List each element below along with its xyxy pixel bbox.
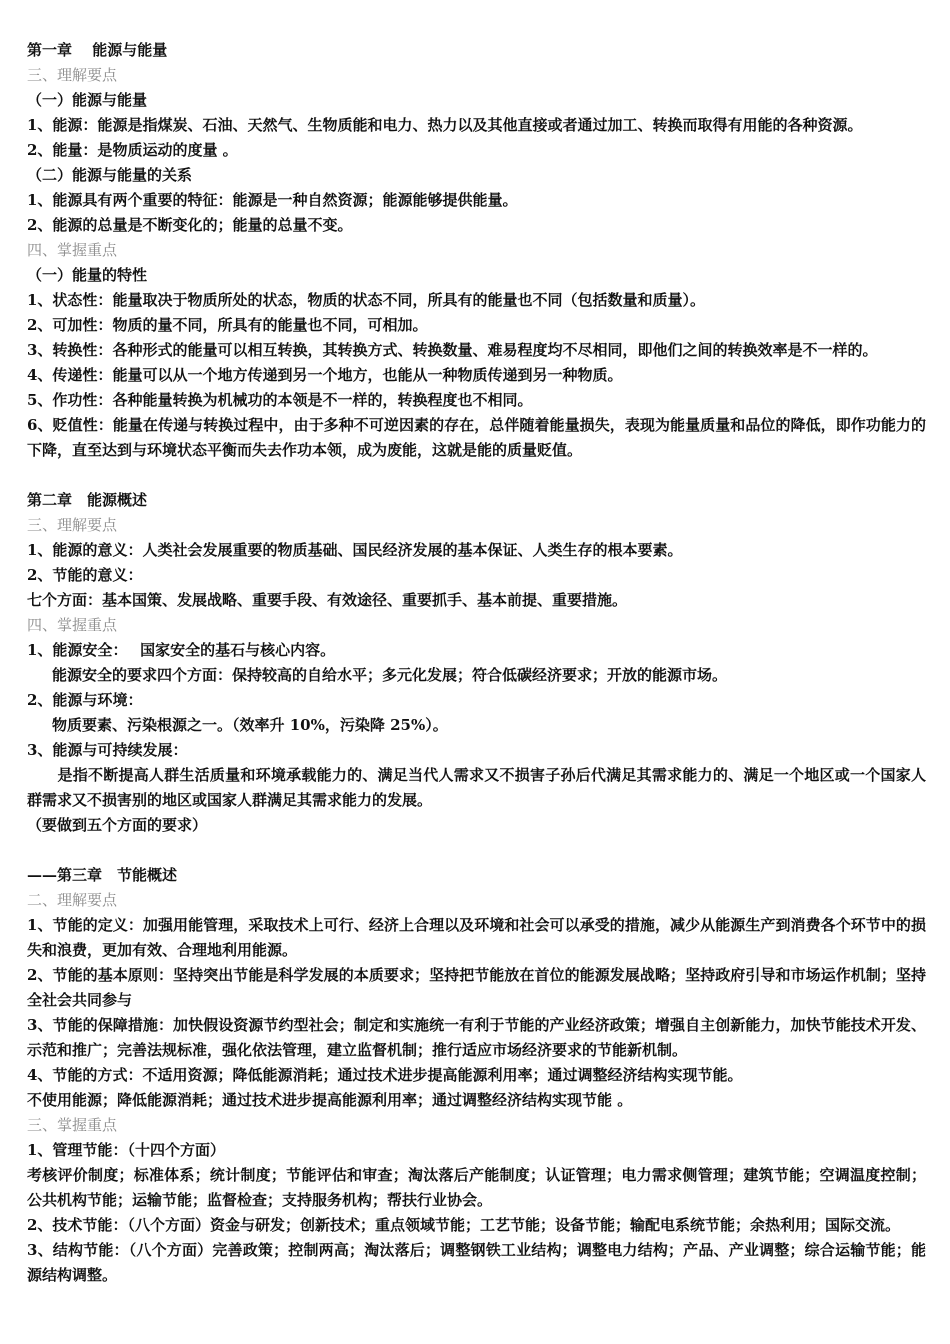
chapter1-para-4: 2、能源的总量是不断变化的；能量的总量不变。: [27, 216, 353, 234]
chapter3-title: ——第三章 节能概述: [27, 866, 178, 884]
chapter2-para-10: （要做到五个方面的要求）: [27, 816, 208, 834]
spacer: [27, 463, 926, 488]
chapter2-para-4: 1、能源安全： 国家安全的基石与核心内容。: [27, 641, 336, 659]
chapter2-section3-heading: 三、理解要点: [27, 516, 118, 534]
chapter3-para-5: 不使用能源；降低能源消耗；通过技术进步提高能源利用率；通过调整经济结构实现节能 。: [27, 1091, 633, 1109]
chapter3-section3-heading: 三、掌握重点: [27, 1116, 118, 1134]
chapter1-subheading-3: （一）能量的特性: [27, 266, 148, 284]
chapter1-section3-heading: 三、理解要点: [27, 66, 118, 84]
chapter2-para-8: 3、能源与可持续发展：: [27, 741, 188, 759]
chapter1-subheading-1: （一）能源与能量: [27, 91, 148, 109]
chapter3-para-2: 2、节能的基本原则：坚持突出节能是科学发展的本质要求；坚持把节能放在首位的能源发展战略；坚持政府引导和市场运作机制；坚持全社会共同参与: [27, 966, 926, 1009]
chapter1-para-1: 1、能源：能源是指煤炭、石油、天然气、生物质能和电力、热力以及其他直接或者通过加工、转换而取得有用能的各种资源。: [27, 116, 863, 134]
chapter2-section4-heading: 四、掌握重点: [27, 616, 118, 634]
chapter1-para-8: 4、传递性：能量可以从一个地方传递到另一个地方，也能从一种物质传递到另一种物质。: [27, 366, 623, 384]
chapter1-para-6: 2、可加性：物质的量不同，所具有的能量也不同，可相加。: [27, 316, 428, 334]
chapter1-para-5: 1、状态性：能量取决于物质所处的状态，物质的状态不同，所具有的能量也不同（包括数量和质量）。: [27, 291, 705, 309]
chapter2-para-1: 1、能源的意义：人类社会发展重要的物质基础、国民经济发展的基本保证、人类生存的根本要素。: [27, 541, 683, 559]
chapter3-para-8: 2、技术节能：（八个方面）资金与研发；创新技术；重点领域节能；工艺节能；设备节能；输配电系统节能；余热利用；国际交流。: [27, 1216, 900, 1234]
chapter3-para-6: 1、管理节能：（十四个方面）: [27, 1141, 225, 1159]
chapter1-para-2: 2、能量：是物质运动的度量 。: [27, 141, 238, 159]
chapter1-section4-heading: 四、掌握重点: [27, 241, 118, 259]
chapter3-section2-heading: 二、理解要点: [27, 891, 118, 909]
chapter1-para-10: 6、贬值性：能量在传递与转换过程中，由于多种不可逆因素的存在，总伴随着能量损失，表现为能量质量和品位的降低，即作功能力的下降，直至达到与环境状态平衡而失去作功本领，成为废能，这就是能的质量贬值。: [27, 416, 926, 459]
spacer: [27, 838, 926, 863]
chapter1-para-3: 1、能源具有两个重要的特征：能源是一种自然资源；能源能够提供能量。: [27, 191, 518, 209]
chapter2-para-9: 是指不断提高人群生活质量和环境承载能力的、满足当代人需求又不损害子孙后代满足其需求能力的、满足一个地区或一个国家人群需求又不损害别的地区或国家人群满足其需求能力的发展。: [27, 766, 926, 809]
chapter3-para-1: 1、节能的定义：加强用能管理，采取技术上可行、经济上合理以及环境和社会可以承受的措施，减少从能源生产到消费各个环节中的损失和浪费，更加有效、合理地利用能源。: [27, 916, 926, 959]
chapter2-title: 第二章 能源概述: [27, 491, 148, 509]
chapter3-para-4: 4、节能的方式：不适用资源；降低能源消耗；通过技术进步提高能源利用率；通过调整经济结构实现节能。: [27, 1066, 743, 1084]
chapter2-para-7: 物质要素、污染根源之一。（效率升 10%，污染降 25%）。: [52, 716, 448, 734]
chapter1-para-9: 5、作功性：各种能量转换为机械功的本领是不一样的，转换程度也不相同。: [27, 391, 533, 409]
chapter3-para-3: 3、节能的保障措施：加快假设资源节约型社会；制定和实施统一有利于节能的产业经济政策；增强自主创新能力，加快节能技术开发、示范和推广；完善法规标准，强化依法管理，建立监督机制；推行适应市场经济要求的节能新机制。: [27, 1016, 926, 1059]
chapter1-para-7: 3、转换性：各种形式的能量可以相互转换，其转换方式、转换数量、难易程度均不尽相同，即他们之间的转换效率是不一样的。: [27, 341, 878, 359]
chapter2-para-3: 七个方面：基本国策、发展战略、重要手段、有效途径、重要抓手、基本前提、重要措施。: [27, 591, 628, 609]
chapter3-para-7: 考核评价制度；标准体系；统计制度；节能评估和审查；淘汰落后产能制度；认证管理；电力需求侧管理；建筑节能；空调温度控制；公共机构节能；运输节能；监督检查；支持服务机构；帮扶行业协会。: [27, 1166, 926, 1209]
chapter2-para-2: 2、节能的意义：: [27, 566, 143, 584]
chapter2-para-6: 2、能源与环境：: [27, 691, 143, 709]
chapter2-para-5: 能源安全的要求四个方面：保持较高的自给水平；多元化发展；符合低碳经济要求；开放的能源市场。: [52, 666, 728, 684]
chapter1-subheading-2: （二）能源与能量的关系: [27, 166, 193, 184]
chapter1-title: 第一章 能源与能量: [27, 41, 168, 59]
chapter3-para-9: 3、结构节能：（八个方面）完善政策；控制两高；淘汰落后；调整钢铁工业结构；调整电力结构；产品、产业调整；综合运输节能；能源结构调整。: [27, 1241, 926, 1284]
